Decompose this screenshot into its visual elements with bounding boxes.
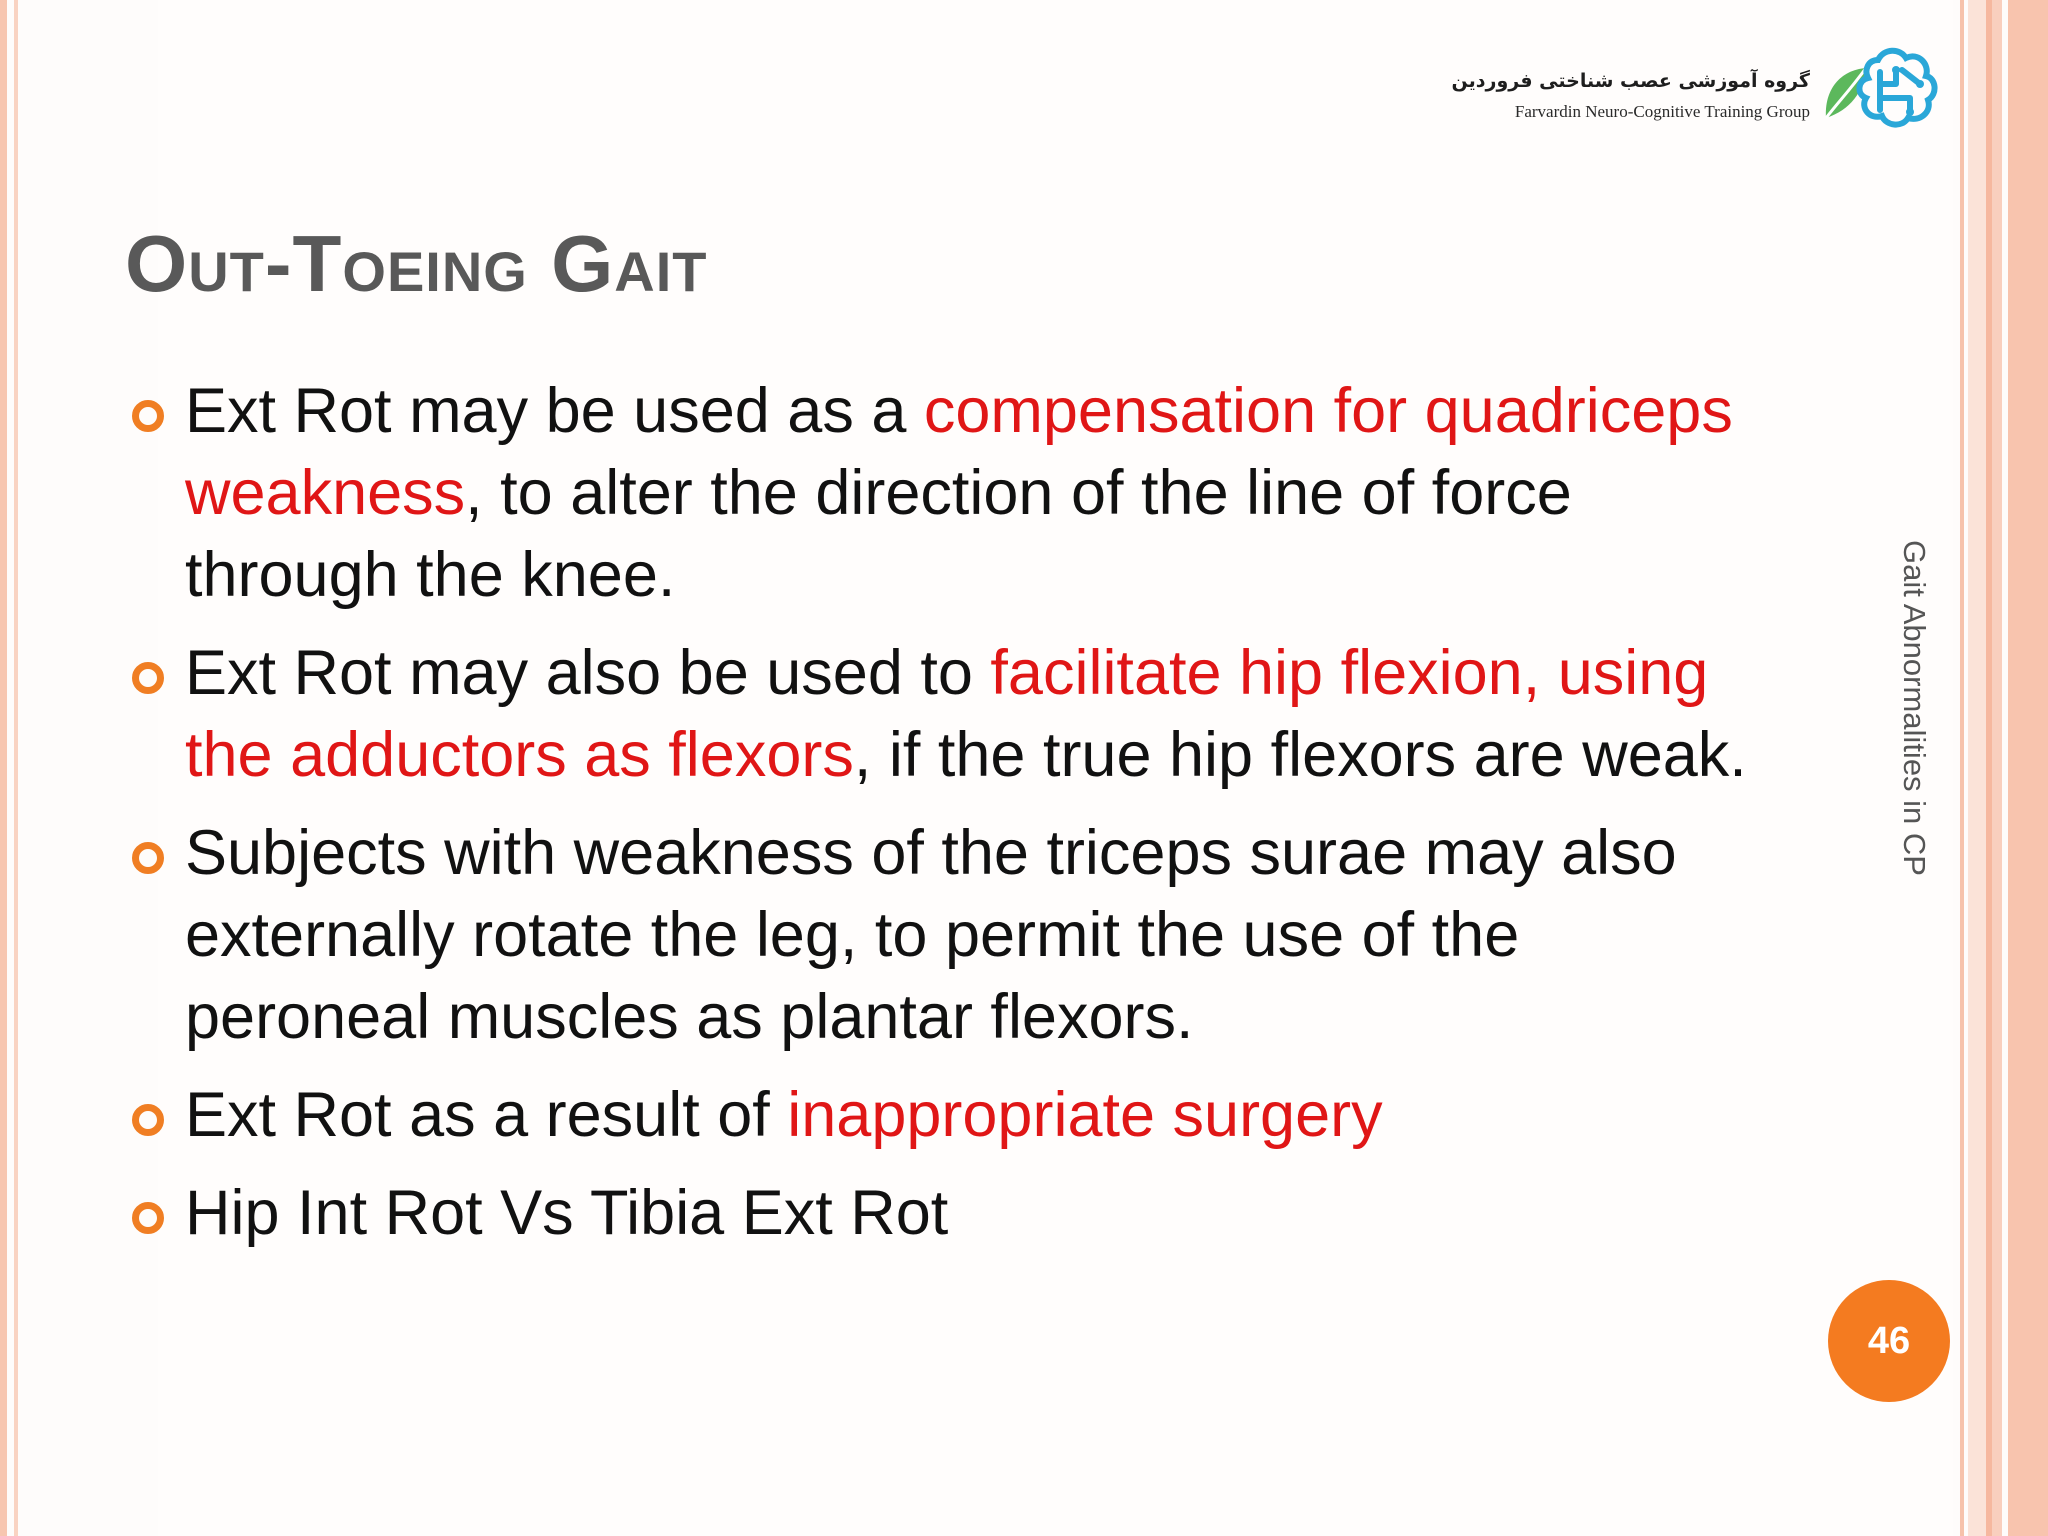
bullet-text [185, 818, 1677, 1052]
bullet-marker-icon [132, 1104, 164, 1136]
logo-english-text: Farvardin Neuro-Cognitive Training Group [1514, 102, 1810, 121]
bullet-item [130, 1172, 1770, 1254]
vertical-footer-label: Gait Abnormalities in CP [1897, 540, 1932, 876]
bullet-text-plain: Ext Rot may be used as a [185, 376, 924, 446]
bullet-item [130, 812, 1770, 1058]
right-border-stripe-4 [1992, 0, 2002, 1536]
right-border-stripe-1 [1960, 0, 1964, 1536]
left-border-stripe [0, 0, 7, 1536]
bullet-text-highlight: compensation for quadriceps weakness [185, 376, 1733, 528]
bullet-marker-icon [132, 662, 164, 694]
bullet-text [185, 638, 1747, 790]
bullet-text [185, 1178, 948, 1248]
bullet-text-plain: , to alter the direction of the line of force through the knee. [185, 458, 1572, 610]
bullet-item [130, 370, 1770, 616]
bullet-text-plain: Hip Int Rot Vs Tibia Ext Rot [185, 1178, 949, 1248]
bullet-marker-icon [132, 400, 164, 432]
slide-title: Out-Toeing Gait [125, 219, 708, 308]
bullet-text-plain: Subjects with weakness of the triceps surae may also externally rotate the leg, to permit the use of the peroneal muscles as plantar flexors. [185, 818, 1677, 1052]
organization-logo [1451, 40, 1940, 140]
bullet-text-highlight: facilitate hip flexion, using the adductors as flexors [185, 638, 1709, 790]
bullet-text-plain: Ext Rot may also be used to [185, 638, 991, 708]
bullet-list [130, 370, 1770, 1270]
bullet-text [185, 1080, 1383, 1150]
bullet-text-plain: Ext Rot as a result of [185, 1080, 788, 1150]
bullet-text-highlight: inappropriate surgery [787, 1080, 1383, 1150]
logo-persian-text: گروه آموزشی عصب شناختی فروردین [1451, 70, 1810, 92]
right-border-stripe-5 [2008, 0, 2048, 1536]
bullet-item [130, 632, 1770, 796]
bullet-marker-icon [132, 1202, 164, 1234]
bullet-text-plain: , if the true hip flexors are weak. [853, 720, 1747, 790]
right-border-stripe-2 [1968, 0, 1986, 1536]
bullet-text [185, 376, 1733, 610]
bullet-item [130, 1074, 1770, 1156]
left-border-stripe-thin [14, 0, 18, 1536]
brain-leaf-logo-icon [1820, 40, 1940, 140]
bullet-marker-icon [132, 842, 164, 874]
page-number-badge: 46 [1828, 1280, 1950, 1402]
